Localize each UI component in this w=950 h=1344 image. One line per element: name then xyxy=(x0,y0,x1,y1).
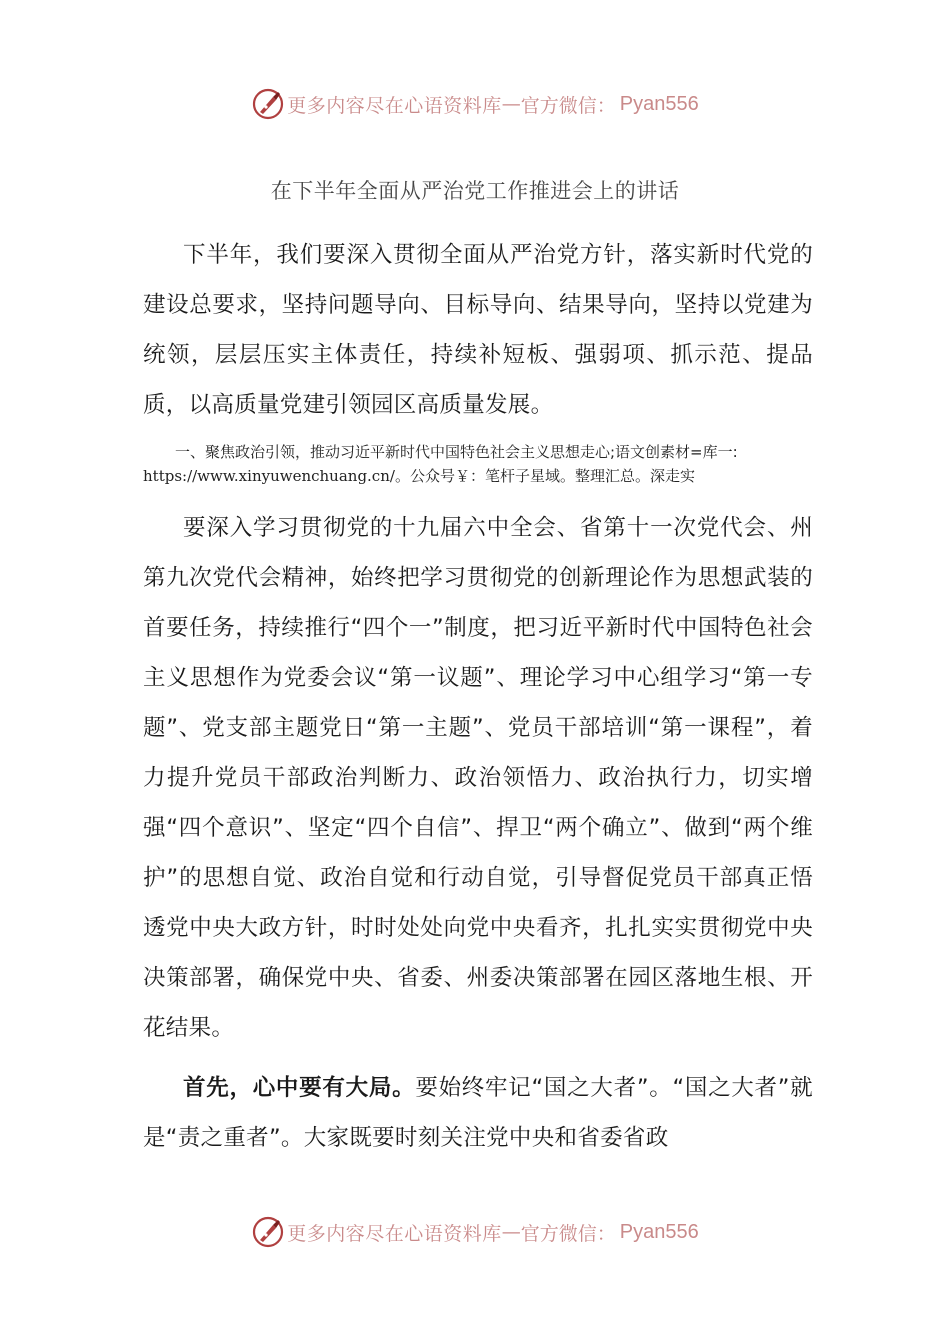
paragraph-overall xyxy=(143,1063,813,1163)
document-title: 在下半年全面从严治党工作推进会上的讲话 xyxy=(270,179,680,203)
banner-text: 更多内容尽在心语资料库 xyxy=(287,1222,502,1245)
paragraph-overall-rest: 要始终牢记“国之大者”。“国之大者”就是“责之重者”。大家既要时刻关注党中央和省委省政 xyxy=(143,1075,813,1151)
header-banner xyxy=(0,84,950,124)
pen-nib-logo-icon xyxy=(251,1215,285,1249)
section-heading xyxy=(143,440,823,488)
banner-wechat-id: Pyan556 xyxy=(619,1220,699,1243)
section-heading-text: 一、聚焦政治引领，推动习近平新时代中国特色社会主义思想走心;语文创素材=库一: xyxy=(175,443,738,461)
banner-text: 更多内容尽在心语资料库 xyxy=(287,94,502,117)
footer-banner xyxy=(0,1212,950,1252)
paragraph-intro xyxy=(143,230,813,430)
paragraph-overall-text xyxy=(143,1063,813,1163)
banner-wechat-label: 官方微信： xyxy=(520,1222,616,1245)
section-heading-url: https://www.xinyuwenchuang.cn/ xyxy=(143,467,395,485)
banner-wechat-id: Pyan556 xyxy=(619,92,699,115)
paragraph-intro-text: 下半年，我们要深入贯彻全面从严治党方针，落实新时代党的建设总要求，坚持问题导向、目标导向、结果导向，坚持以党建为统领，层层压实主体责任，持续补短板、强弱项、抓示范、提品质，以高质量党建引领园区高质量发展。 xyxy=(143,242,813,418)
pen-nib-logo-icon xyxy=(251,87,285,121)
banner-wechat-label: 官方微信： xyxy=(520,94,616,117)
paragraph-theory-text: 要深入学习贯彻党的十九届六中全会、省第十一次党代会、州第九次党代会精神，始终把学习贯彻党的创新理论作为思想武装的首要任务，持续推行“四个一”制度，把习近平新时代中国特色社会主义思想作为党委会议“第一议题”、理论学习中心组学习“第一专题”、党支部主题党日“第一主题”、党员干部培训“第一课程”，着力提升党员干部政治判断力、政治领悟力、政治执行力，切实增强“四个意识”、坚定“四个自信”、捍卫“两个确立”、做到“两个维护”的思想自觉、政治自觉和行动自觉，引导督促党员干部真正悟透党中央大政方针，时时处处向党中央看齐，扎扎实实贯彻党中央决策部署，确保党中央、省委、州委决策部署在园区落地生根、开花结果。 xyxy=(143,515,813,1041)
paragraph-theory xyxy=(143,503,813,1053)
banner-separator: — xyxy=(501,1221,521,1243)
paragraph-overall-lead: 首先，心中要有大局。 xyxy=(183,1075,416,1101)
section-heading-tail: 。公众号￥：笔杆子星域。整理汇总。深走实 xyxy=(394,467,695,485)
banner-separator: — xyxy=(501,93,521,115)
